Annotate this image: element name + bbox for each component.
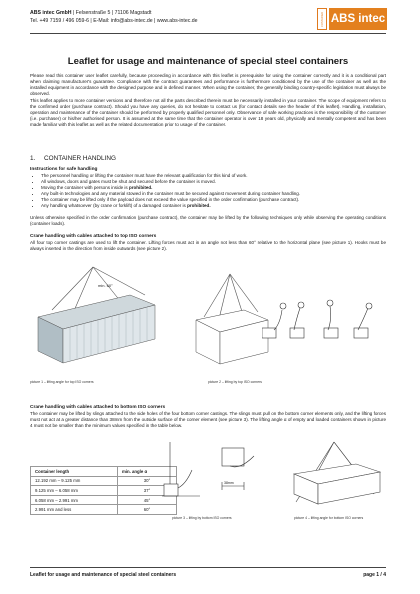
table-cell: 2.991 mm and less bbox=[31, 505, 118, 515]
caption-picture-1: picture 1 – lifting angle for top ISO corners bbox=[30, 380, 94, 384]
table-header-angle: min. angle α bbox=[118, 467, 177, 477]
intro-paragraph-2: This leaflet applies to more container versions and therefore not all the parts described therein must be necessarily installed in your container. The scope of equipment refers to the confirmed order (purchase contract). Should you have any queries, do not hesitate to contact us (for contact details see the header of this leaflet). Handling, installation, operation and maintenance of the container should be performed by properly qualified personnel only. Observance of safe working practices is the responsibility of the customer (i.e. purchaser) or his/her authorised person. It is assumed at the same time that the container operator is over 18 years old, physically and mentally competent and has been made familiar with this leaflet as well as the related documentation prior to usage of the container. bbox=[30, 98, 386, 128]
table-row bbox=[31, 486, 177, 496]
section-number: 1. bbox=[30, 155, 36, 162]
corner-casting bbox=[262, 328, 276, 338]
intro-paragraph-1: Please read this container user leaflet carefully, because proceeding in accordance with this leaflet is prerequisite for using the container correctly and it is a conditional part when claiming manufacturer's guarantee. Compliance with the contract guarantees and performance is furthermore conditioned by the use of the container as well as the installed equipment in accordance with the designed purpose and in defined manner. When using the container, the generally binding country-specific legislation must always be observed. bbox=[30, 73, 386, 97]
crane-bottom-heading: Crane handling with cables attached to bottom ISO corners bbox=[30, 405, 166, 410]
table-cell: 37° bbox=[118, 486, 177, 496]
table-header-row bbox=[31, 467, 177, 477]
crane-top-heading: Crane handling with cables attached to top ISO corners bbox=[30, 234, 157, 239]
table-cell: 60° bbox=[118, 505, 177, 515]
footer-title: Leaflet for usage and maintenance of special steel containers bbox=[30, 572, 177, 578]
caption-picture-4: picture 4 – lifting angle for bottom ISO corners bbox=[294, 516, 364, 520]
caption-picture-2: picture 2 – lifting by top ISO corners bbox=[208, 380, 262, 384]
crane-top-text: All four top corner castings are used to lift the container. Lifting forces must act in an angle not less than 60° relative to the horizontal plane (see picture 1). Hooks must be always inserted in the direction from inside outwards (see picture 2). bbox=[30, 240, 386, 252]
section-heading bbox=[30, 155, 116, 163]
table-cell: 9.125 mm – 6.058 mm bbox=[31, 486, 118, 496]
header-address-line bbox=[30, 10, 151, 17]
page-number: page 1 / 4 bbox=[363, 572, 386, 578]
company-logo bbox=[317, 8, 387, 30]
list-item: • The container may be lifted only if the payload does not exceed the value specified in the order confirmation (purchase contract). bbox=[41, 197, 386, 203]
list-item: • All windows, doors and gates must be shut and secured before the container is moved. bbox=[41, 179, 386, 185]
footer-divider bbox=[30, 567, 386, 568]
list-item bbox=[41, 203, 386, 209]
dimension-label: 38mm bbox=[224, 481, 234, 485]
section-title: CONTAINER HANDLING bbox=[44, 155, 116, 162]
list-item-text: Any handling whatsoever (by crane or forklift) of a damaged container is prohibited. bbox=[41, 203, 211, 208]
lifting-angle-table bbox=[30, 466, 177, 515]
list-item-text: Moving the container with persons inside is prohibited. bbox=[41, 185, 153, 190]
header-contact-line: Tel. +49 7159 / 496 059-6 | E-Mail: info@abs-intec.de | www.abs-intec.de bbox=[30, 18, 198, 24]
safe-handling-heading: Instructions for safe handling bbox=[30, 167, 98, 172]
table-row bbox=[31, 495, 177, 505]
list-item: • Any built-in technologies and any material stowed in the container must be secured against movement during container handling. bbox=[41, 191, 386, 197]
table-row bbox=[31, 476, 177, 486]
picture-3-bottom-lifting bbox=[160, 440, 260, 508]
emphasis-text: prohibited. bbox=[187, 203, 211, 208]
table-cell: 45° bbox=[118, 495, 177, 505]
emphasis-text: prohibited. bbox=[128, 185, 153, 190]
unless-paragraph: Unless otherwise specified in the order confirmation (purchase contract), the container may be lifted by the following techniques only while observing the operating conditions (container loads). bbox=[30, 215, 386, 227]
document-title: Leaflet for usage and maintenance of special steel containers bbox=[67, 56, 349, 67]
picture-1-container-lifting bbox=[30, 265, 160, 375]
logo-side-label: CONTAINER bbox=[317, 8, 327, 30]
table-header-length: Container length bbox=[31, 467, 118, 477]
table-row bbox=[31, 505, 177, 515]
hook-details bbox=[262, 288, 387, 358]
safe-handling-list bbox=[30, 173, 386, 209]
list-item: • The personnel handling or lifting the container must have the relevant qualification for this kind of work. bbox=[41, 173, 386, 179]
table-cell: 12.192 mm – 9.125 mm bbox=[31, 476, 118, 486]
logo-wordmark: ABS intec bbox=[329, 8, 387, 30]
picture-4-bottom-angle bbox=[286, 440, 386, 508]
angle-label: min. 60° bbox=[98, 283, 113, 288]
picture-2-top-lifting bbox=[192, 272, 272, 372]
crane-bottom-text: The container may be lifted by slings attached to the side holes of the four bottom corner castings. The slings must pull on the bottom corner elements only, and the lifting forces must not act at a greater distance than 38mm from the outside surface of the corner element (see picture 3). The lifting angle α of empty and loaded containers shown in picture 4 must not be smaller than the minimum values specified in the table below. bbox=[30, 411, 386, 429]
caption-picture-3: picture 3 – lifting by bottom ISO corners bbox=[172, 516, 232, 520]
company-name: ABS intec GmbH bbox=[30, 10, 72, 16]
company-address: | Felsenstraße 5 | 71106 Magstadt bbox=[71, 10, 152, 16]
table-cell: 6.058 mm – 2.991 mm bbox=[31, 495, 118, 505]
table-cell: 30° bbox=[118, 476, 177, 486]
header-divider bbox=[30, 33, 386, 34]
